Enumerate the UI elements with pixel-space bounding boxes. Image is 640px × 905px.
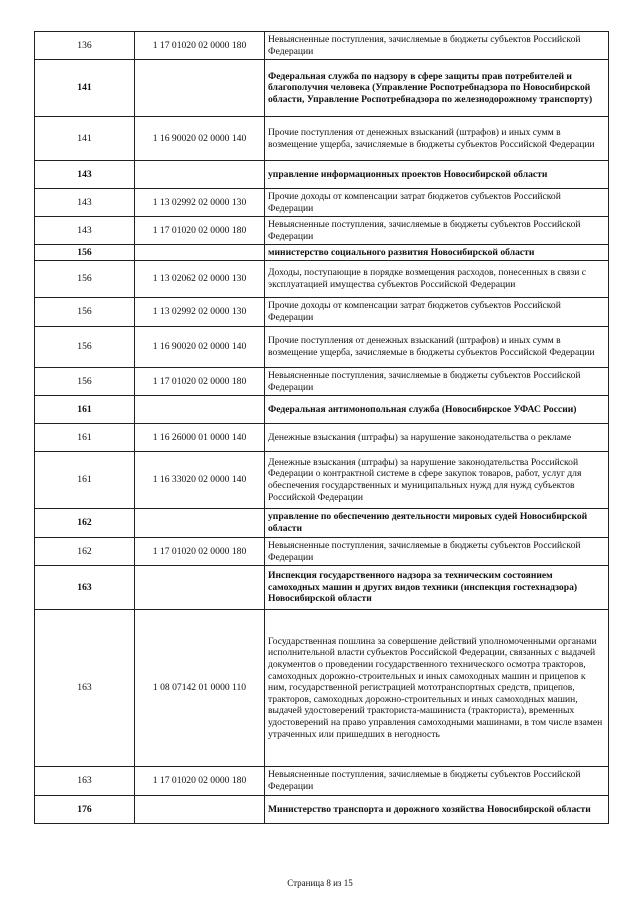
budget-code-cell: 1 17 01020 02 0000 180 <box>135 538 265 566</box>
table-row <box>35 396 609 424</box>
admin-code-cell: 163 <box>35 566 135 610</box>
revenue-name-cell: Министерство транспорта и дорожного хозяйства Новосибирской области <box>265 796 609 824</box>
admin-code-cell: 141 <box>35 60 135 117</box>
budget-code-cell <box>135 566 265 610</box>
table-row <box>35 32 609 60</box>
budget-code-cell <box>135 509 265 538</box>
admin-code-cell: 136 <box>35 32 135 60</box>
admin-code-cell: 176 <box>35 796 135 824</box>
admin-code-cell: 163 <box>35 767 135 796</box>
budget-code-cell <box>135 396 265 424</box>
admin-code-cell: 156 <box>35 261 135 298</box>
revenue-name-cell: Невыясненные поступления, зачисляемые в бюджеты субъектов Российской Федерации <box>265 368 609 396</box>
table-row <box>35 424 609 452</box>
budget-code-cell: 1 17 01020 02 0000 180 <box>135 32 265 60</box>
revenue-name-cell: Невыясненные поступления, зачисляемые в бюджеты субъектов Российской Федерации <box>265 217 609 245</box>
budget-code-cell <box>135 60 265 117</box>
admin-code-cell: 143 <box>35 217 135 245</box>
table-row <box>35 368 609 396</box>
table-row <box>35 298 609 327</box>
budget-code-cell: 1 08 07142 01 0000 110 <box>135 610 265 767</box>
admin-code-cell: 162 <box>35 538 135 566</box>
revenue-name-cell: Невыясненные поступления, зачисляемые в бюджеты субъектов Российской Федерации <box>265 538 609 566</box>
admin-code-cell: 143 <box>35 161 135 189</box>
admin-code-cell: 163 <box>35 610 135 767</box>
budget-code-cell <box>135 796 265 824</box>
revenue-name-cell: Невыясненные поступления, зачисляемые в бюджеты субъектов Российской Федерации <box>265 32 609 60</box>
table-row <box>35 796 609 824</box>
table-row <box>35 767 609 796</box>
table-body <box>35 32 609 824</box>
budget-code-cell: 1 17 01020 02 0000 180 <box>135 217 265 245</box>
revenue-name-cell: Инспекция государственного надзора за техническим состоянием самоходных машин и других видов техники (инспекция гостехнадзора) Новосибирской области <box>265 566 609 610</box>
admin-code-cell: 156 <box>35 368 135 396</box>
revenue-table <box>34 31 609 824</box>
revenue-name-cell: Прочие доходы от компенсации затрат бюджетов субъектов Российской Федерации <box>265 189 609 217</box>
admin-code-cell: 162 <box>35 509 135 538</box>
revenue-name-cell: Федеральная антимонопольная служба (Новосибирское УФАС России) <box>265 396 609 424</box>
table-row <box>35 60 609 117</box>
revenue-name-cell: Невыясненные поступления, зачисляемые в бюджеты субъектов Российской Федерации <box>265 767 609 796</box>
budget-code-cell: 1 13 02992 02 0000 130 <box>135 298 265 327</box>
table-row <box>35 327 609 368</box>
revenue-name-cell: Прочие поступления от денежных взысканий (штрафов) и иных сумм в возмещение ущерба, зачисляемые в бюджеты субъектов Российской Федерации <box>265 327 609 368</box>
table-row <box>35 261 609 298</box>
budget-code-cell <box>135 245 265 261</box>
table-row <box>35 610 609 767</box>
table-row <box>35 245 609 261</box>
revenue-name-cell: Прочие доходы от компенсации затрат бюджетов субъектов Российской Федерации <box>265 298 609 327</box>
table-row <box>35 452 609 509</box>
admin-code-cell: 156 <box>35 298 135 327</box>
table-row <box>35 509 609 538</box>
revenue-name-cell: Доходы, поступающие в порядке возмещения расходов, понесенных в связи с эксплуатацией имущества субъектов Российской Федерации <box>265 261 609 298</box>
budget-code-cell: 1 17 01020 02 0000 180 <box>135 767 265 796</box>
budget-code-cell: 1 17 01020 02 0000 180 <box>135 368 265 396</box>
budget-code-cell: 1 13 02062 02 0000 130 <box>135 261 265 298</box>
table-row <box>35 538 609 566</box>
revenue-name-cell: Прочие поступления от денежных взысканий (штрафов) и иных сумм в возмещение ущерба, зачисляемые в бюджеты субъектов Российской Федерации <box>265 117 609 161</box>
table-row <box>35 117 609 161</box>
budget-code-cell: 1 16 26000 01 0000 140 <box>135 424 265 452</box>
budget-code-cell: 1 16 33020 02 0000 140 <box>135 452 265 509</box>
page-number: Страница 8 из 15 <box>287 878 353 888</box>
admin-code-cell: 141 <box>35 117 135 161</box>
table-row <box>35 161 609 189</box>
admin-code-cell: 161 <box>35 452 135 509</box>
revenue-name-cell: управление информационных проектов Новосибирской области <box>265 161 609 189</box>
budget-code-cell: 1 16 90020 02 0000 140 <box>135 117 265 161</box>
budget-code-cell: 1 16 90020 02 0000 140 <box>135 327 265 368</box>
revenue-name-cell: Федеральная служба по надзору в сфере защиты прав потребителей и благополучия человека (Управление Роспотребнадзора по Новосибирской области, Управление Роспотребнадзора по железнодорожному транспорту) <box>265 60 609 117</box>
table-row <box>35 189 609 217</box>
table-row <box>35 566 609 610</box>
admin-code-cell: 156 <box>35 245 135 261</box>
revenue-name-cell: Государственная пошлина за совершение действий уполномоченными органами исполнительной власти субъектов Российской Федерации, связанных с выдачей документов о проведении государственного технического осмотра тракторов, самоходных дорожно-строительных и иных самоходных машин и прицепов к ним, государственной регистрацией мототранспортных средств, прицепов, тракторов, самоходных дорожно-строительных и иных самоходных машин, выдачей удостоверений тракториста-машиниста (тракториста), временных удостоверений на право управления самоходными машинами, в том числе взамен утраченных или пришедших в негодность <box>265 610 609 767</box>
revenue-name-cell: министерство социального развития Новосибирской области <box>265 245 609 261</box>
admin-code-cell: 161 <box>35 424 135 452</box>
revenue-name-cell: Денежные взыскания (штрафы) за нарушение законодательства Российской Федерации о контрактной системе в сфере закупок товаров, работ, услуг для обеспечения государственных и муниципальных нужд для нужд субъектов Российской Федерации <box>265 452 609 509</box>
budget-code-cell <box>135 161 265 189</box>
budget-code-cell: 1 13 02992 02 0000 130 <box>135 189 265 217</box>
table-row <box>35 217 609 245</box>
revenue-name-cell: управление по обеспечению деятельности мировых судей Новосибирской области <box>265 509 609 538</box>
admin-code-cell: 161 <box>35 396 135 424</box>
admin-code-cell: 143 <box>35 189 135 217</box>
admin-code-cell: 156 <box>35 327 135 368</box>
revenue-name-cell: Денежные взыскания (штрафы) за нарушение законодательства о рекламе <box>265 424 609 452</box>
